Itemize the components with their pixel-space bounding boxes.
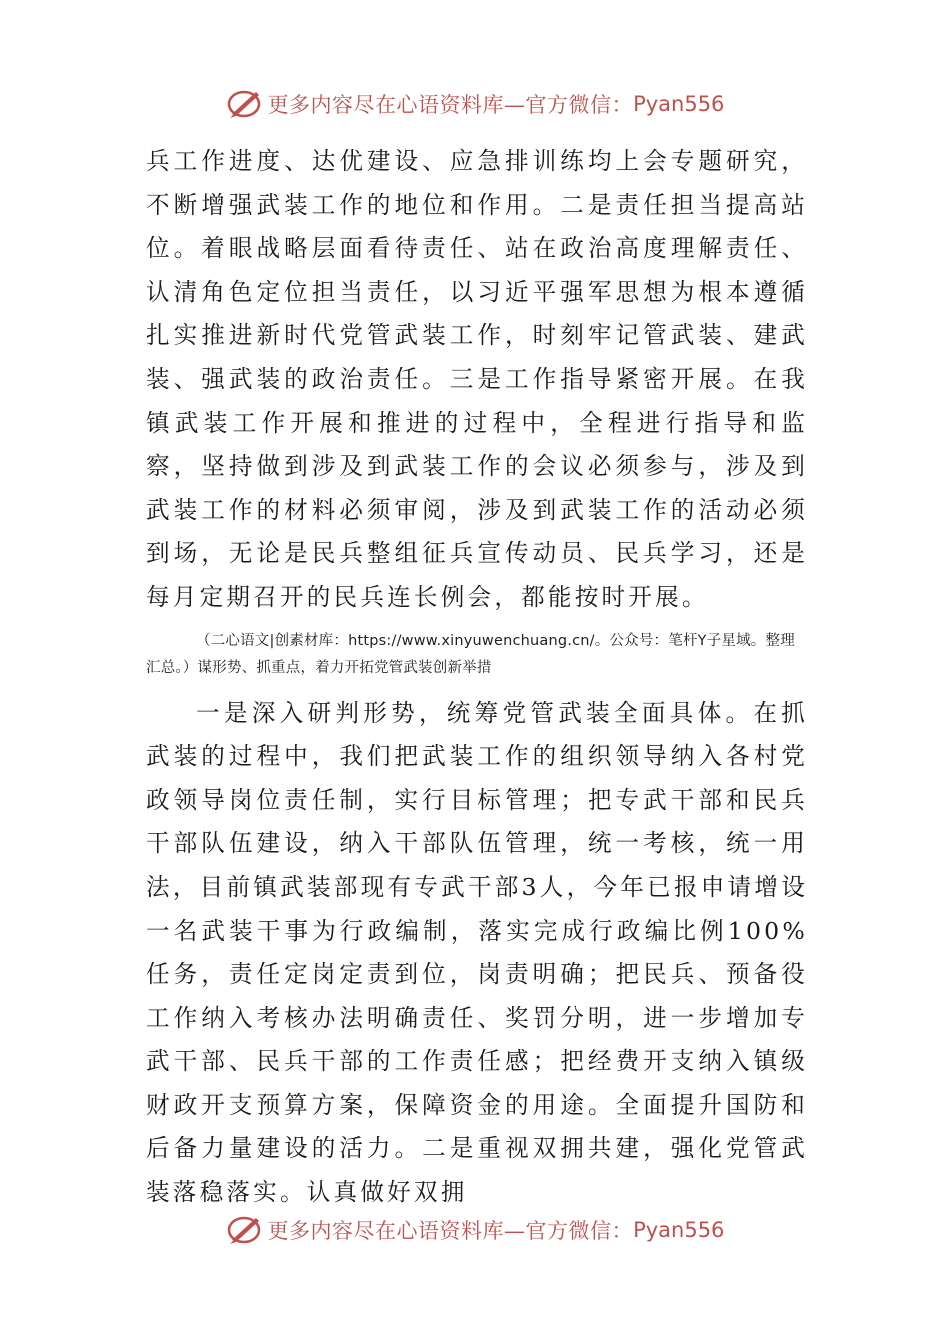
pen-logo-icon	[226, 87, 264, 121]
banner-text: 更多内容尽在心语资料库—官方微信：	[267, 1219, 634, 1243]
footer-banner	[0, 1210, 950, 1250]
pen-logo-icon	[226, 1213, 264, 1247]
paragraph-2: 一是深入研判形势，统筹党管武装全面具体。在抓武装的过程中，我们把武装工作的组织领导纳入各村党政领导岗位责任制，实行目标管理；把专武干部和民兵干部队伍建设，纳入干部队伍管理，统一考核，统一用法，目前镇武装部现有专武干部3人，今年已报申请增设一名武装干事为行政编制，落实完成行政编比例100%任务，责任定岗定责到位，岗责明确；把民兵、预备役工作纳入考核办法明确责任、奖罚分明，进一步增加专武干部、民兵干部的工作责任感；把经费开支纳入镇级财政开支预算方案，保障资金的用途。全面提升国防和后备力量建设的活力。二是重视双拥共建，强化党管武装落稳落实。认真做好双拥	[146, 698, 808, 1207]
source-note: （二心语文|创素材库：https://www.xinyuwenchuang.cn/。公众号：笔杆Y子星域。整理汇总。）谋形势、抓重点，着力开拓党管武装创新举措	[146, 632, 795, 676]
banner-text: 更多内容尽在心语资料库—官方微信：	[267, 93, 634, 117]
document-body	[146, 140, 808, 1215]
header-banner	[0, 84, 950, 124]
banner-wechat-id: Pyan556	[633, 92, 725, 116]
paragraph-1: 兵工作进度、达优建设、应急排训练均上会专题研究，不断增强武装工作的地位和作用。二是责任担当提高站位。着眼战略层面看待责任、站在政治高度理解责任、认清角色定位担当责任，以习近平强军思想为根本遵循扎实推进新时代党管武装工作，时刻牢记管武装、建武装、强武装的政治责任。三是工作指导紧密开展。在我镇武装工作开展和推进的过程中，全程进行指导和监察，坚持做到涉及到武装工作的会议必须参与，涉及到武装工作的材料必须审阅，涉及到武装工作的活动必须到场，无论是民兵整组征兵宣传动员、民兵学习，还是每月定期召开的民兵连长例会，都能按时开展。	[146, 147, 808, 611]
banner-wechat-id: Pyan556	[633, 1218, 725, 1242]
